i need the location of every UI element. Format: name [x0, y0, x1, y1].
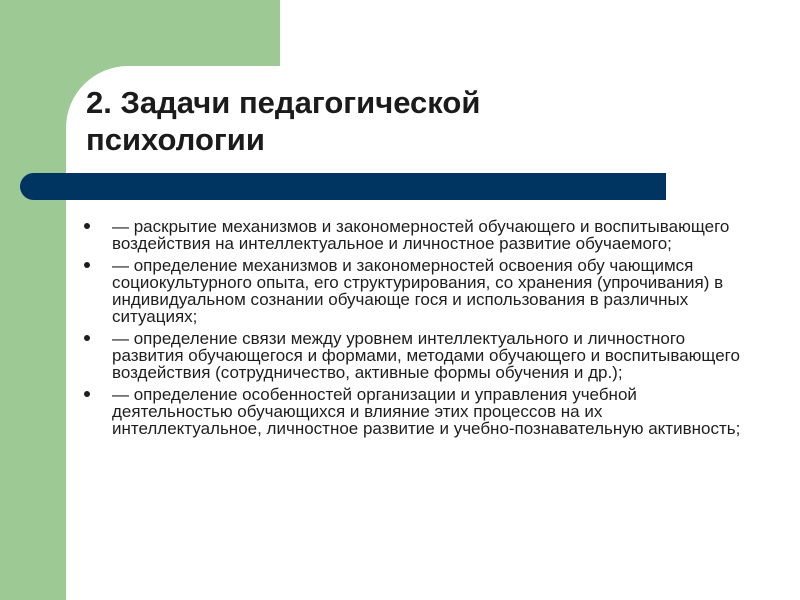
title-underline-bar — [20, 173, 666, 200]
bullet-item-3 — [82, 330, 752, 381]
bullet-item-2 — [82, 257, 752, 325]
bullet-dot-icon — [84, 335, 90, 341]
bullet-dot-icon — [84, 391, 90, 397]
bullet-dot-icon — [84, 262, 90, 268]
bullet-text: — определение связи между уровнем интеллектуального и личностного развития обучающегося и формами, методами обучающего и воспитывающего воздействия (сотрудничество, активные формы обучения и др.); — [112, 329, 740, 382]
bullet-text: — определение механизмов и закономерностей освоения обу чающимся социокультурного опыта, его структурирования, со хранения (упрочивания) в индивидуальном сознании обучающе гося и использования в различных ситуациях; — [112, 256, 724, 326]
bullet-list — [82, 218, 752, 442]
bullet-dot-icon — [84, 223, 90, 229]
bullet-item-4 — [82, 386, 752, 437]
slide-title: 2. Задачи педагогической психологии — [86, 85, 481, 157]
bullet-text: — раскрытие механизмов и закономерностей обучающего и воспитывающего воздействия на интеллектуальное и личностное развитие обучаемого; — [112, 217, 730, 253]
bullet-item-1 — [82, 218, 752, 252]
bullet-text: — определение особенностей организации и управления учебной деятельностью обучающихся и влияние этих процессов на их интеллектуальное, личностное развитие и учебно-познавательную активность; — [112, 385, 741, 438]
